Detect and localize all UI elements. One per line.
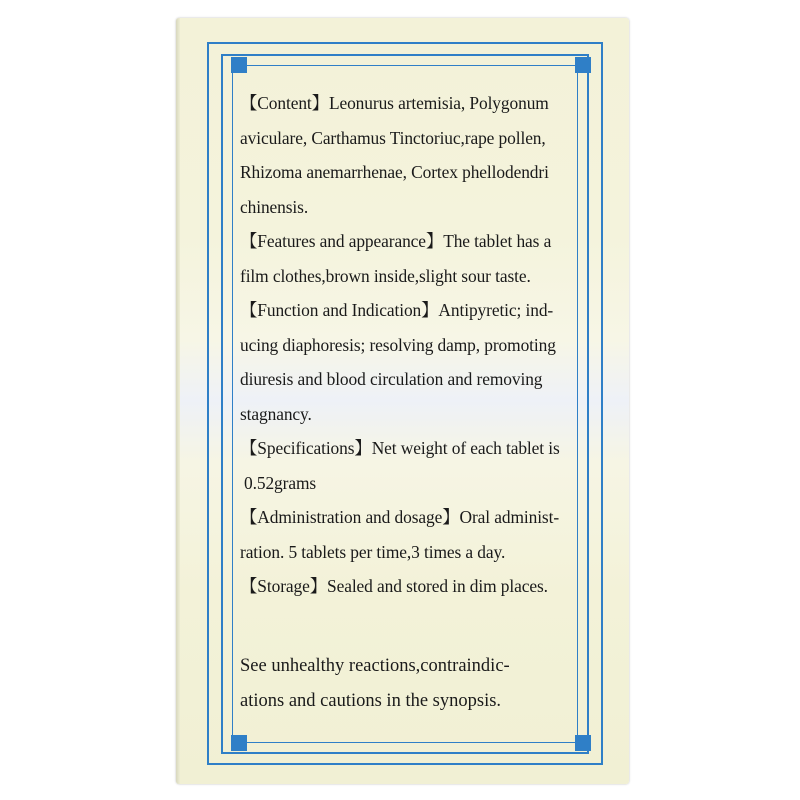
content-line: aviculare, Carthamus Tinctoriuc,rape pollen, xyxy=(240,127,546,148)
synopsis-note-line: See unhealthy reactions,contraindic- xyxy=(240,656,510,676)
frame-corner-square-top-right xyxy=(575,57,591,73)
synopsis-note xyxy=(240,649,590,719)
specifications-heading-line: 【Specifications】Net weight of each tablet is xyxy=(240,438,560,458)
synopsis-note-line: ations and cautions in the synopsis. xyxy=(240,691,502,711)
frame-corner-square-bottom-left xyxy=(231,735,247,751)
storage-heading-line: 【Storage】Sealed and stored in dim places. xyxy=(240,576,548,596)
features-heading-line: 【Features and appearance】The tablet has a xyxy=(240,231,552,251)
function-line: stagnancy. xyxy=(240,403,312,424)
administration-line: ration. 5 tablets per time,3 times a day. xyxy=(240,541,506,562)
content-line: chinensis. xyxy=(240,196,309,217)
content-line: Rhizoma anemarrhenae, Cortex phellodendri xyxy=(240,162,549,182)
function-heading-line: 【Function and Indication】Antipyretic; ind- xyxy=(240,300,554,320)
product-info-text xyxy=(240,86,590,604)
function-line: ucing diaphoresis; resolving damp, promoting xyxy=(240,334,556,355)
package-edge xyxy=(176,18,180,784)
frame-corner-square-bottom-right xyxy=(575,735,591,751)
content-heading-line: 【Content】Leonurus artemisia, Polygonum xyxy=(240,93,549,113)
administration-heading-line: 【Administration and dosage】Oral administ- xyxy=(240,507,560,527)
specifications-line: 0.52grams xyxy=(244,472,317,493)
function-line: diuresis and blood circulation and removing xyxy=(240,369,543,389)
features-line: film clothes,brown inside,slight sour taste. xyxy=(240,265,531,286)
frame-corner-square-top-left xyxy=(231,57,247,73)
